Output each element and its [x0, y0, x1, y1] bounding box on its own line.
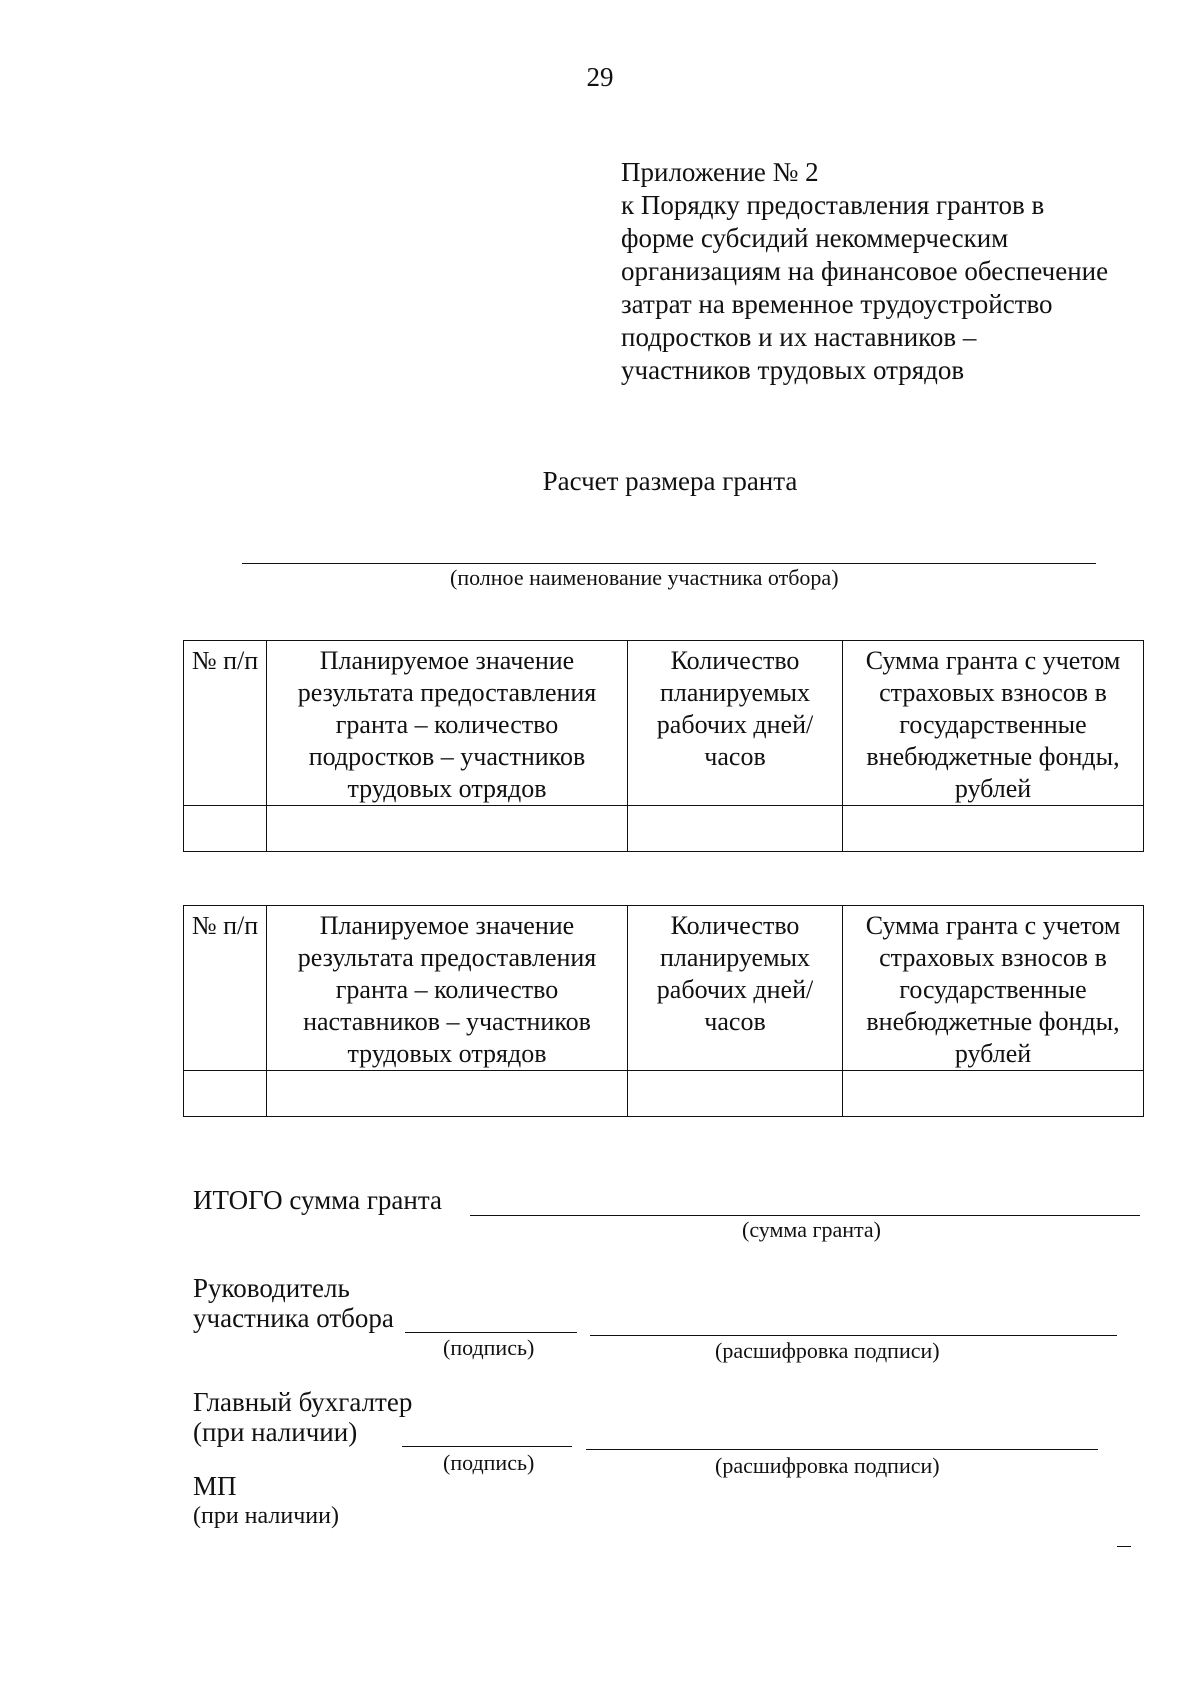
stamp-note: (при наличии): [193, 1503, 339, 1529]
appendix-line: к Порядку предоставления грантов в: [621, 190, 1045, 220]
teenagers-table: [183, 640, 1144, 852]
header-grant-amount: Сумма гранта с учетом страховых взносов в государственные внебюджетные фонды, рублей: [843, 906, 1144, 1071]
appendix-line: форме субсидий некоммерческим: [621, 223, 1009, 253]
header-planned-value: Планируемое значение результата предоставления гранта – количество подростков – участников трудовых отрядов: [267, 641, 628, 806]
participant-name-line[interactable]: [242, 563, 1096, 564]
table-row: [184, 1071, 1144, 1117]
header-number: № п/п: [184, 641, 267, 806]
document-title: Расчет размера гранта: [542, 466, 798, 496]
cell-grant-amount[interactable]: [843, 1071, 1144, 1117]
accountant-signature-caption: (подпись): [443, 1450, 535, 1475]
cell-grant-amount[interactable]: [843, 806, 1144, 852]
table-header-row: [184, 906, 1144, 1071]
accountant-label-line1: Главный бухгалтер: [193, 1387, 413, 1417]
margin-mark: [1117, 1546, 1131, 1547]
header-grant-amount: Сумма гранта с учетом страховых взносов в государственные внебюджетные фонды, рублей: [843, 641, 1144, 806]
cell-planned-value[interactable]: [267, 806, 628, 852]
accountant-label-line2: (при наличии): [193, 1417, 358, 1447]
head-decoding-line[interactable]: [590, 1335, 1117, 1336]
cell-working-days[interactable]: [628, 1071, 843, 1117]
header-number: № п/п: [184, 906, 267, 1071]
total-amount-caption: (сумма гранта): [742, 1217, 882, 1242]
appendix-block: [621, 156, 1108, 387]
page-number: 29: [586, 62, 614, 92]
cell-working-days[interactable]: [628, 806, 843, 852]
accountant-decoding-line[interactable]: [586, 1449, 1098, 1450]
appendix-line: организациям на финансовое обеспечение: [621, 256, 1109, 286]
total-amount-line[interactable]: [470, 1215, 1140, 1216]
cell-number[interactable]: [184, 806, 267, 852]
accountant-signature-line[interactable]: [402, 1446, 572, 1447]
header-working-days: Количество планируемых рабочих дней/часов: [628, 641, 843, 806]
head-decoding-caption: (расшифровка подписи): [715, 1338, 940, 1363]
stamp-label: МП: [193, 1471, 237, 1501]
head-label-line1: Руководитель: [193, 1273, 350, 1303]
head-signature-caption: (подпись): [443, 1335, 535, 1360]
head-signature-line[interactable]: [405, 1332, 577, 1333]
appendix-line: Приложение № 2: [621, 157, 819, 187]
accountant-decoding-caption: (расшифровка подписи): [715, 1453, 940, 1478]
header-planned-value: Планируемое значение результата предоставления гранта – количество наставников – участников трудовых отрядов: [267, 906, 628, 1071]
cell-planned-value[interactable]: [267, 1071, 628, 1117]
participant-name-caption: (полное наименование участника отбора): [450, 565, 839, 590]
table-row: [184, 806, 1144, 852]
table-header-row: [184, 641, 1144, 806]
head-label-line2: участника отбора: [193, 1303, 394, 1333]
appendix-line: участников трудовых отрядов: [621, 355, 965, 385]
total-label: ИТОГО сумма гранта: [193, 1185, 442, 1215]
mentors-table: [183, 905, 1144, 1117]
appendix-line: подростков и их наставников –: [621, 322, 977, 352]
header-working-days: Количество планируемых рабочих дней/часов: [628, 906, 843, 1071]
cell-number[interactable]: [184, 1071, 267, 1117]
appendix-line: затрат на временное трудоустройство: [621, 289, 1053, 319]
